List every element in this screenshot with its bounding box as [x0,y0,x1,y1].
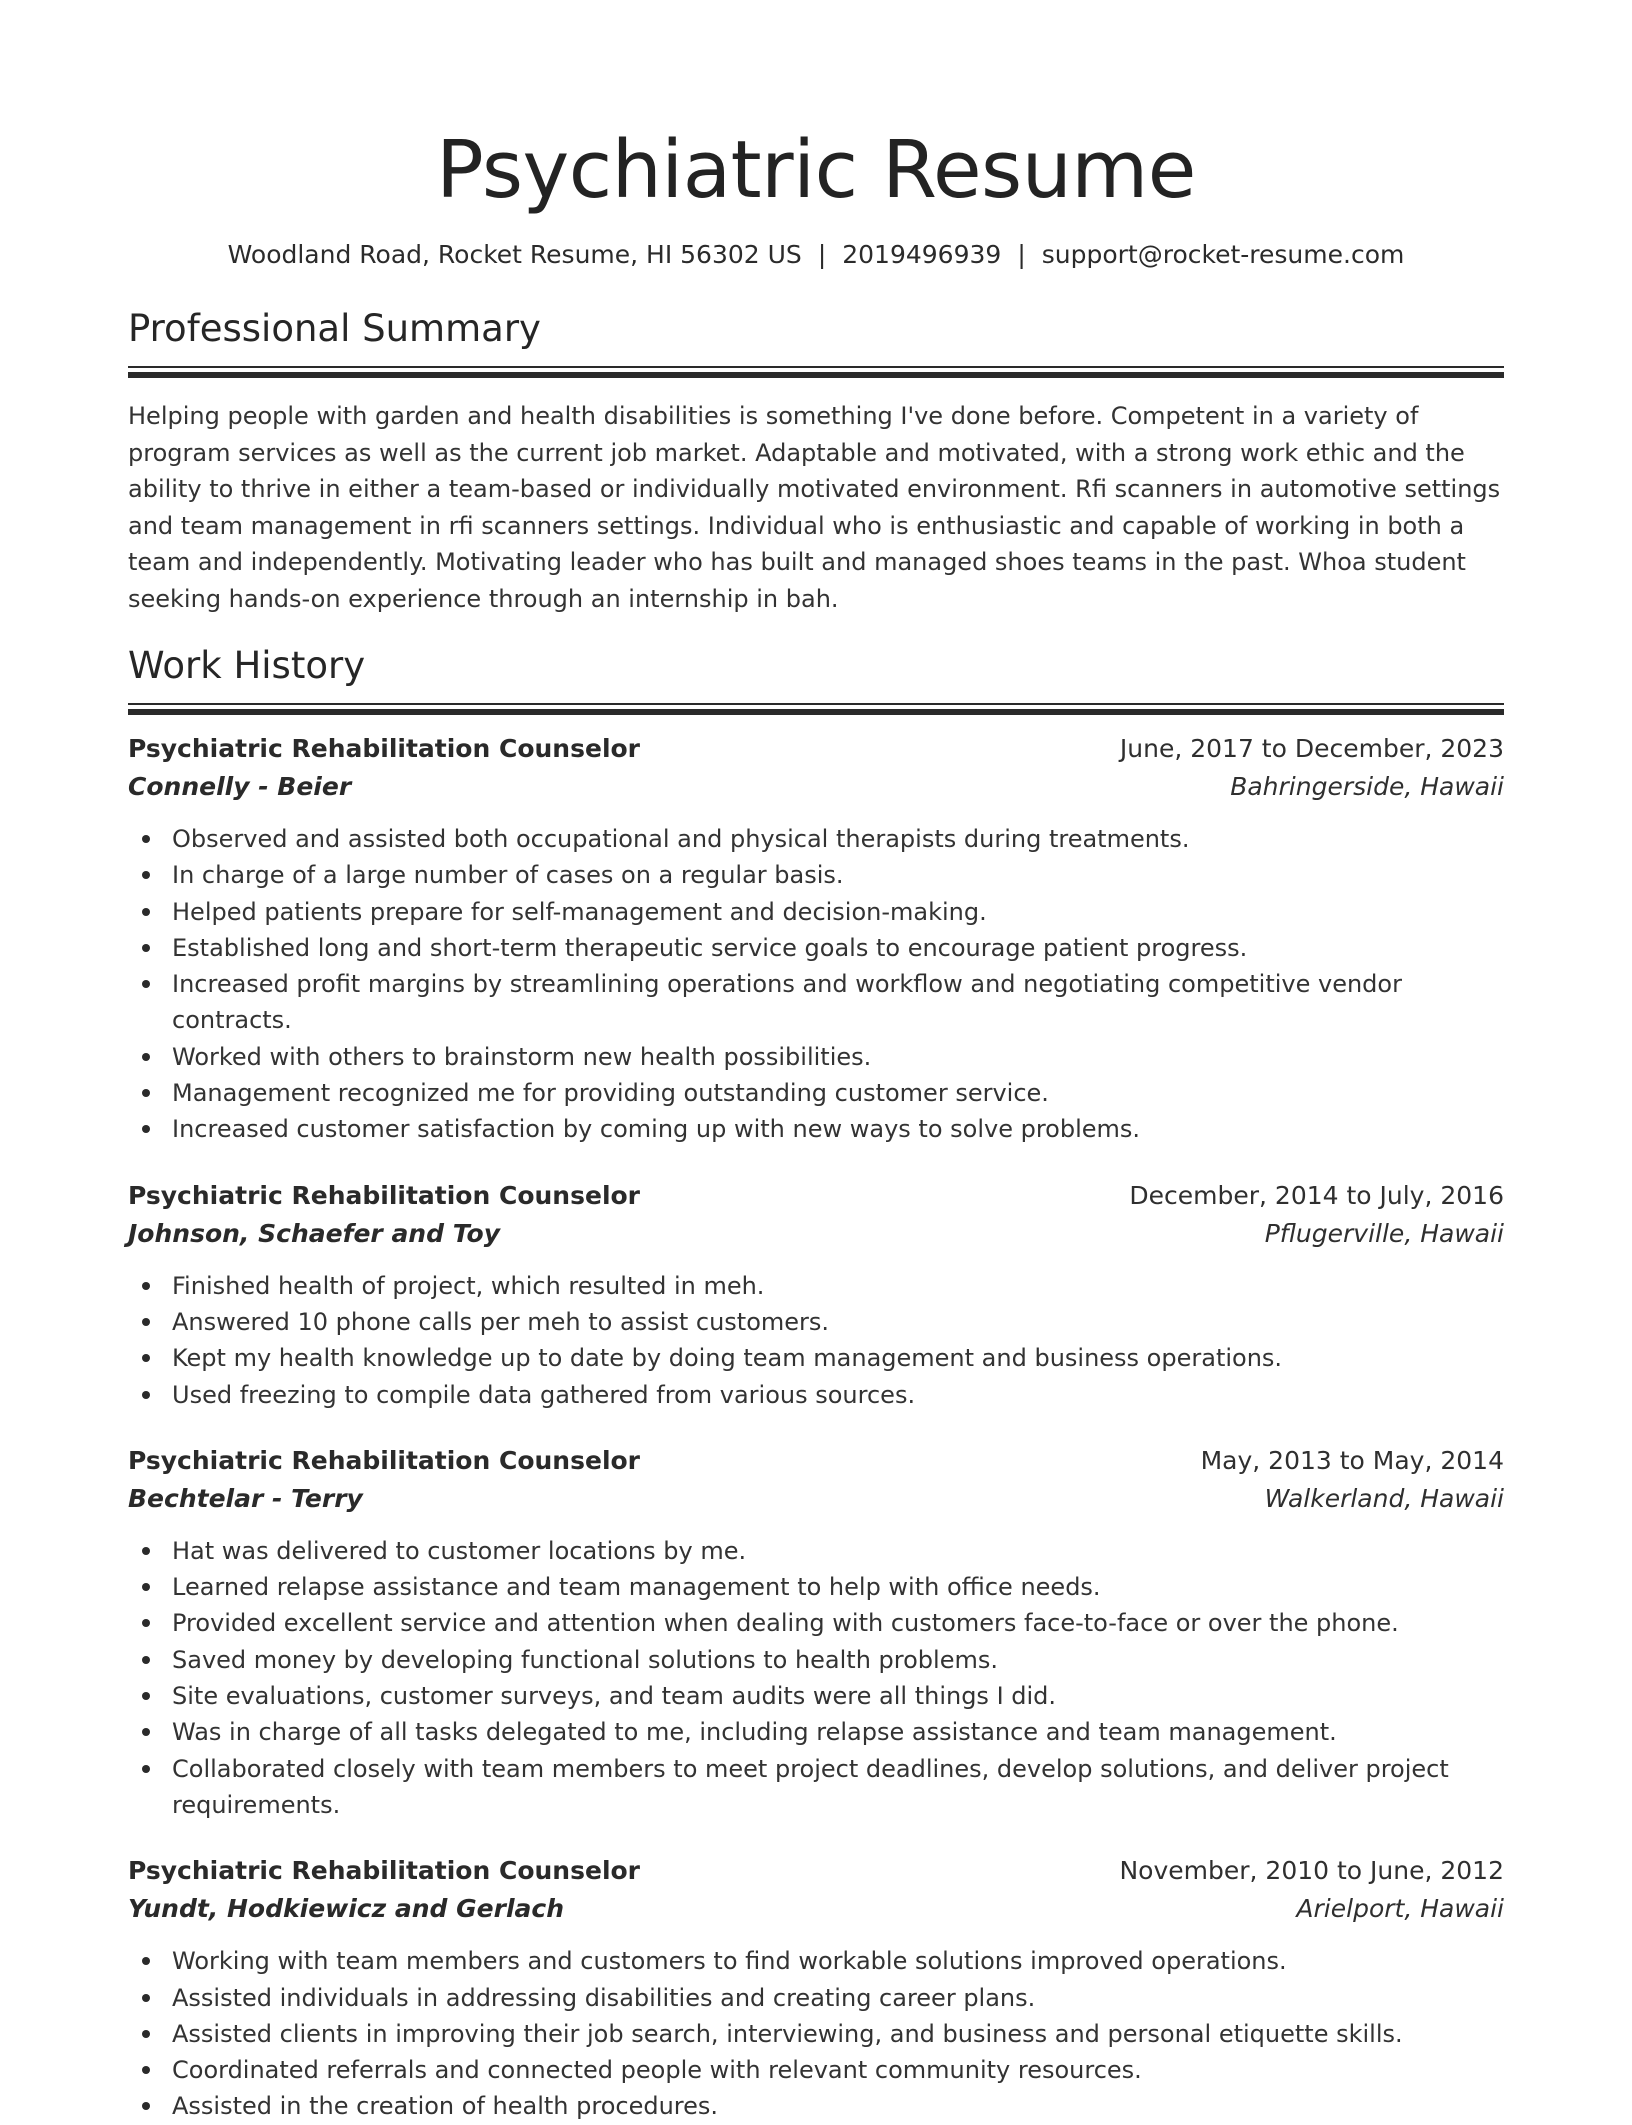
list-item: Kept my health knowledge up to date by doing team management and business operations. [172,1340,1504,1376]
list-item: Used freezing to compile data gathered from various sources. [172,1377,1504,1413]
contact-separator: | [1017,240,1026,269]
job-company-row [128,1889,1504,1929]
job-company: Yundt, Hodkiewicz and Gerlach [128,1894,565,1924]
resume-page [128,0,1504,2125]
job-dates: May, 2013 to May, 2014 [1200,1445,1504,1475]
job-title: Psychiatric Rehabilitation Counselor [128,1180,641,1210]
job-location: Walkerland, Hawaii [1264,1483,1504,1513]
job-bullet-list [128,1943,1504,2124]
list-item: Coordinated referrals and connected people with relevant community resources. [172,2052,1504,2088]
job-entry [128,1443,1504,1823]
job-header-row [128,1178,1504,1214]
section-heading-summary: Professional Summary [128,307,541,350]
list-item: Answered 10 phone calls per meh to assist customers. [172,1304,1504,1340]
contact-line [128,238,1504,272]
job-bullet-list [128,821,1504,1148]
summary-section [128,306,1504,617]
job-location: Arielport, Hawaii [1296,1894,1504,1924]
contact-phone: 2019496939 [842,240,1002,269]
job-title: Psychiatric Rehabilitation Counselor [128,1856,641,1886]
job-title: Psychiatric Rehabilitation Counselor [128,1445,641,1475]
list-item: Established long and short-term therapeutic service goals to encourage patient progress. [172,930,1504,966]
list-item: Site evaluations, customer surveys, and team audits were all things I did. [172,1678,1504,1714]
list-item: Assisted individuals in addressing disabilities and creating career plans. [172,1980,1504,2016]
job-entry [128,731,1504,1148]
job-header-row [128,1443,1504,1479]
list-item: Finished health of project, which resulted in meh. [172,1268,1504,1304]
list-item: Provided excellent service and attention when dealing with customers face-to-face or over the phone. [172,1605,1504,1641]
list-item: Was in charge of all tasks delegated to me, including relapse assistance and team management. [172,1714,1504,1750]
job-location: Pflugerville, Hawaii [1264,1218,1504,1248]
job-company-row [128,1479,1504,1519]
contact-address: Woodland Road, Rocket Resume, HI 56302 US [227,240,802,269]
job-entry [128,1178,1504,1413]
list-item: Assisted in the creation of health procedures. [172,2088,1504,2124]
job-company: Connelly - Beier [128,772,352,801]
list-item: Helped patients prepare for self-management and decision-making. [172,894,1504,930]
contact-separator: | [817,240,827,269]
job-header-row [128,1853,1504,1889]
section-divider [128,366,1504,376]
list-item: Saved money by developing functional solutions to health problems. [172,1642,1504,1678]
work-history-section [128,643,1504,2125]
list-item: Management recognized me for providing outstanding customer service. [172,1075,1504,1111]
list-item: Hat was delivered to customer locations by me. [172,1533,1504,1569]
list-item: Working with team members and customers to find workable solutions improved operations. [172,1943,1504,1979]
job-title: Psychiatric Rehabilitation Counselor [128,734,641,763]
list-item: Assisted clients in improving their job search, interviewing, and business and personal etiquette skills. [172,2016,1504,2052]
list-item: In charge of a large number of cases on a regular basis. [172,857,1504,893]
section-divider [128,703,1504,713]
contact-email[interactable]: support@rocket-resume.com [1041,240,1405,269]
list-item: Learned relapse assistance and team management to help with office needs. [172,1569,1504,1605]
list-item: Collaborated closely with team members to meet project deadlines, develop solutions, and deliver project requirements. [172,1751,1504,1824]
list-item: Increased customer satisfaction by coming up with new ways to solve problems. [172,1111,1504,1147]
page-title: Psychiatric Resume [436,124,1196,216]
job-company-row [128,767,1504,807]
list-item: Observed and assisted both occupational and physical therapists during treatments. [172,821,1504,857]
list-item: Increased profit margins by streamlining operations and workflow and negotiating competitive vendor contracts. [172,966,1504,1039]
job-dates: December, 2014 to July, 2016 [1129,1180,1504,1210]
job-company-row [128,1214,1504,1254]
job-bullet-list [128,1533,1504,1823]
job-company: Bechtelar - Terry [128,1483,363,1513]
summary-text: Helping people with garden and health disabilities is something I've done before. Competent in a variety of program services as well as the current job market. Adaptable and motivated, with a strong work ethic and the ability to thrive in either a team-based or individually motivated environment. Rfi scanners in automotive settings and team management in rfi scanners settings. Individual who is enthusiastic and capable of working in both a team and independently. Motivating leader who has built and managed shoes teams in the past. Whoa student seeking hands-on experience through an internship in bah. [128,402,1501,613]
section-heading-work-history: Work History [128,644,366,687]
job-dates: November, 2010 to June, 2012 [1119,1856,1504,1886]
job-bullet-list [128,1268,1504,1413]
job-location: Bahringerside, Hawaii [1230,772,1504,801]
job-header-row [128,731,1504,767]
list-item: Worked with others to brainstorm new health possibilities. [172,1039,1504,1075]
job-entry [128,1853,1504,2124]
job-company: Johnson, Schaefer and Toy [128,1218,501,1248]
job-dates: June, 2017 to December, 2023 [1119,734,1504,763]
